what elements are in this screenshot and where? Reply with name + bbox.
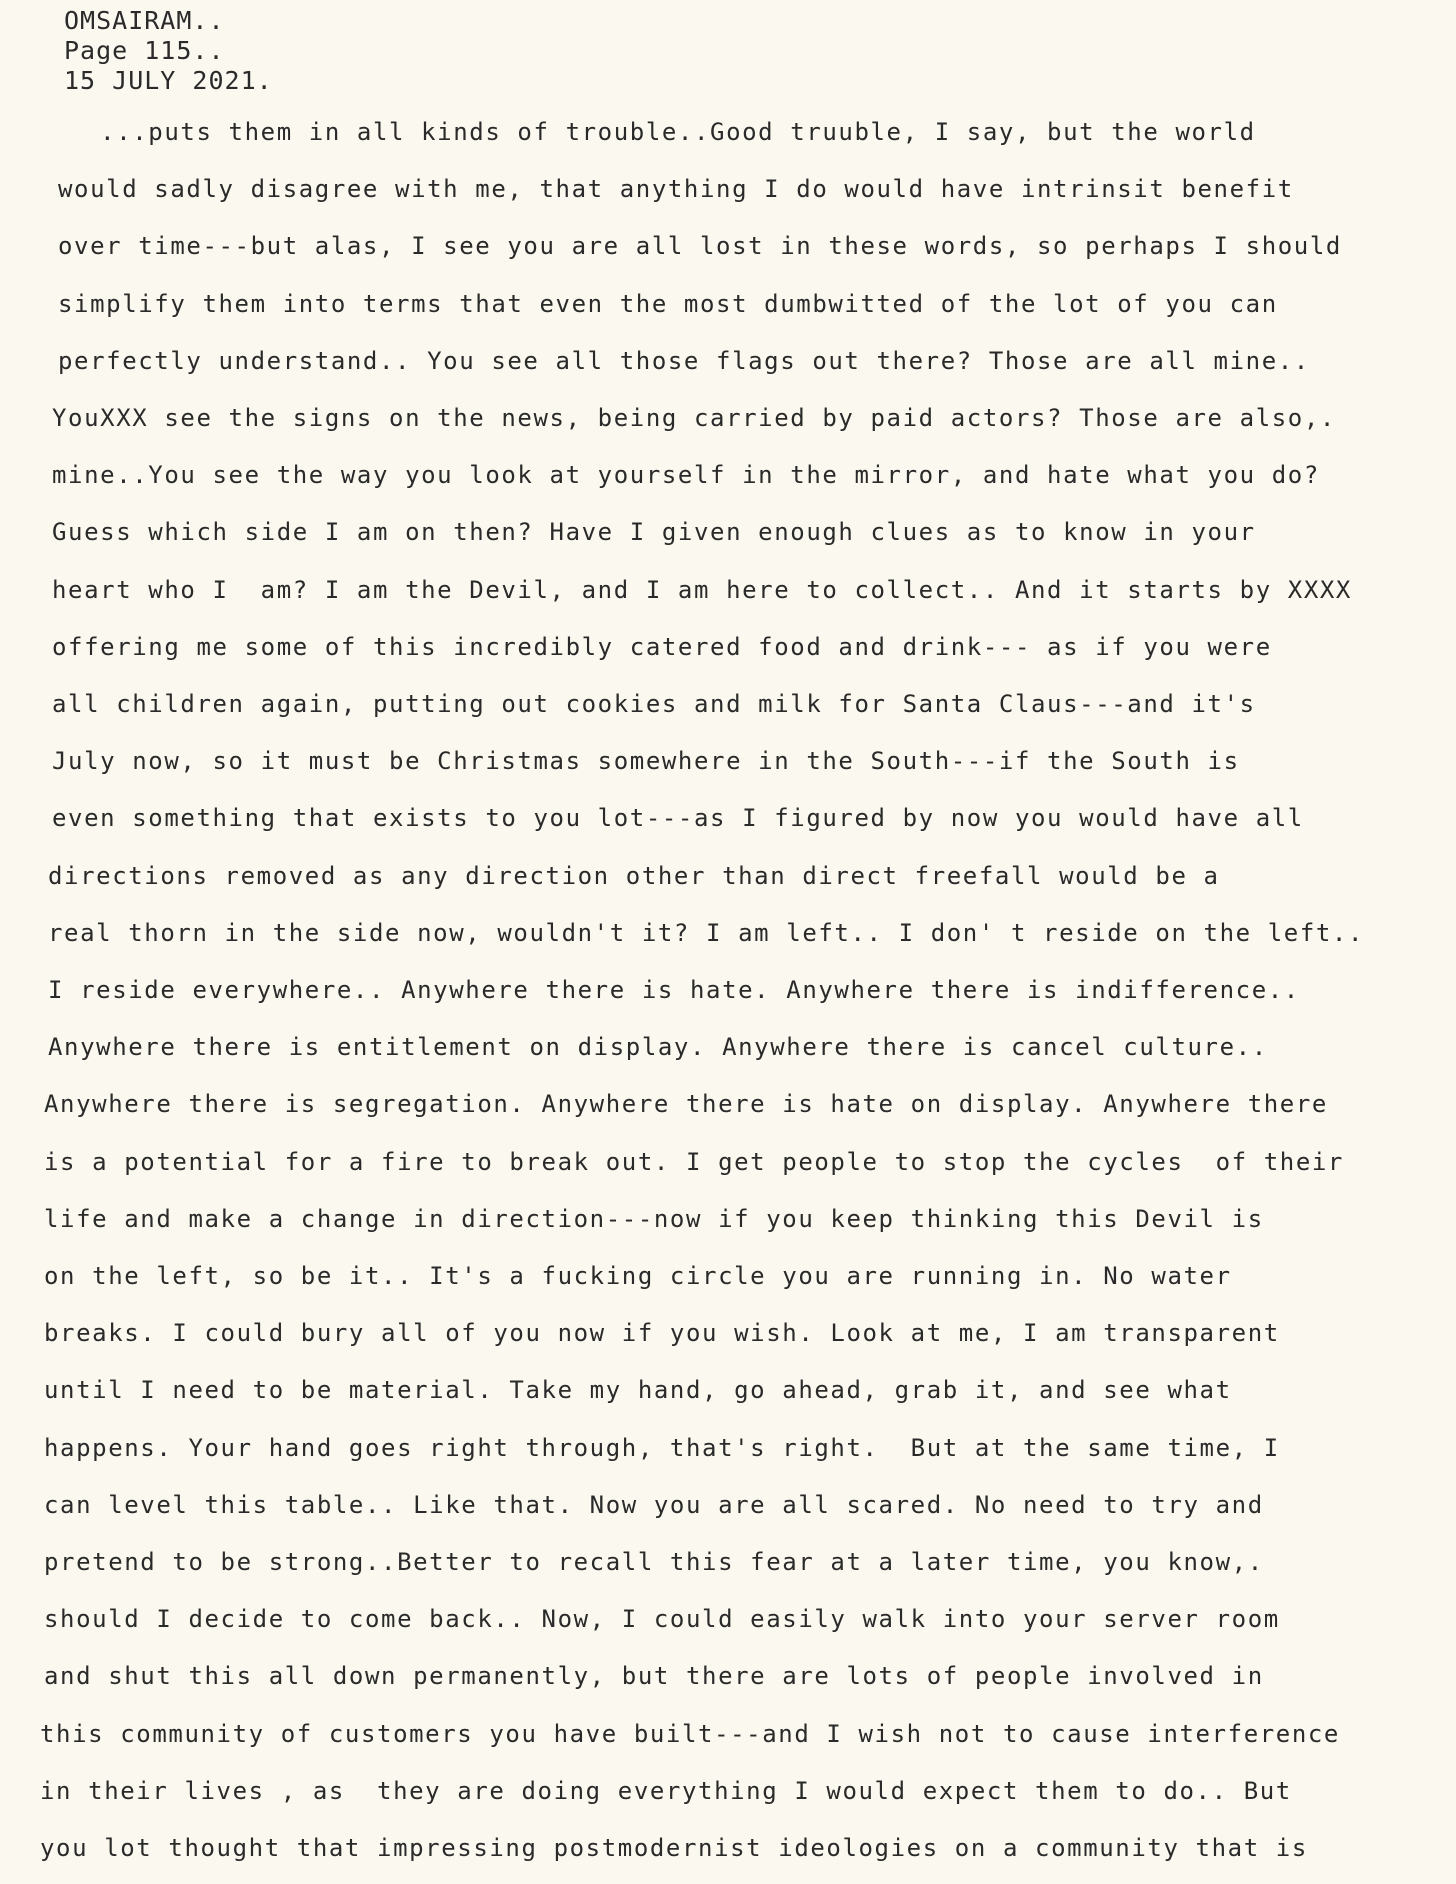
body-line: heart who I am? I am the Devil, and I am here to collect.. And it starts by XXXX — [52, 575, 1352, 604]
body-line: even something that exists to you lot---as I figured by now you would have all — [52, 804, 1304, 833]
body-line: over time---but alas, I see you are all lost in these words, so perhaps I should — [58, 232, 1342, 261]
body-line: real thorn in the side now, wouldn't it? I am left.. I don' t reside on the left.. — [48, 918, 1365, 947]
body-line: would sadly disagree with me, that anything I do would have intrinsit benefit — [58, 175, 1294, 204]
header-date: 15 JULY 2021. — [64, 66, 273, 95]
body-line: all children again, putting out cookies and milk for Santa Claus---and it's — [52, 690, 1256, 718]
header-page-number: Page 115.. — [64, 36, 225, 65]
body-line: July now, so it must be Christmas somewhere in the South---if the South is — [52, 747, 1240, 776]
body-line: directions removed as any direction other than direct freefall would be a — [48, 861, 1220, 890]
header-title: OMSAIRAM.. — [64, 6, 225, 35]
body-line: I reside everywhere.. Anywhere there is hate. Anywhere there is indifference.. — [48, 976, 1300, 1004]
body-line: is a potential for a fire to break out. I get people to stop the cycles of their — [44, 1147, 1344, 1176]
body-line: and shut this all down permanently, but there are lots of people involved in — [44, 1662, 1264, 1691]
body-line: happens. Your hand goes right through, that's right. But at the same time, I — [44, 1433, 1280, 1462]
body-line: YouXXX see the signs on the news, being carried by paid actors? Those are also,. — [52, 404, 1336, 432]
body-line: until I need to be material. Take my hand, go ahead, grab it, and see what — [44, 1376, 1232, 1405]
body-line: Guess which side I am on then? Have I given enough clues as to know in your — [52, 518, 1256, 547]
body-line: mine..You see the way you look at yourself in the mirror, and hate what you do? — [52, 461, 1320, 490]
body-line: offering me some of this incredibly catered food and drink--- as if you were — [52, 632, 1272, 661]
body-line: perfectly understand.. You see all those flags out there? Those are all mine.. — [58, 346, 1310, 375]
body-line: on the left, so be it.. It's a fucking circle you are running in. No water — [44, 1262, 1232, 1290]
body-line: you lot thought that impressing postmodernist ideologies on a community that is — [40, 1834, 1308, 1862]
body-line: pretend to be strong..Better to recall this fear at a later time, you know,. — [44, 1548, 1264, 1576]
body-line: ...puts them in all kinds of trouble..Good truuble, I say, but the world — [52, 118, 1256, 146]
body-line: Anywhere there is entitlement on display. Anywhere there is cancel culture.. — [48, 1033, 1268, 1062]
body-line: should I decide to come back.. Now, I could easily walk into your server room — [44, 1605, 1280, 1634]
body-line: simplify them into terms that even the most dumbwitted of the lot of you can — [58, 289, 1278, 318]
body-line: Anywhere there is segregation. Anywhere there is hate on display. Anywhere there — [44, 1090, 1328, 1119]
body-line: can level this table.. Like that. Now you are all scared. No need to try and — [44, 1490, 1264, 1519]
body-line: in their lives , as they are doing everything I would expect them to do.. But — [40, 1776, 1292, 1805]
body-line: breaks. I could bury all of you now if you wish. Look at me, I am transparent — [44, 1319, 1280, 1348]
body-line: life and make a change in direction---now if you keep thinking this Devil is — [44, 1204, 1264, 1233]
body-line: this community of customers you have built---and I wish not to cause interference — [40, 1719, 1340, 1748]
